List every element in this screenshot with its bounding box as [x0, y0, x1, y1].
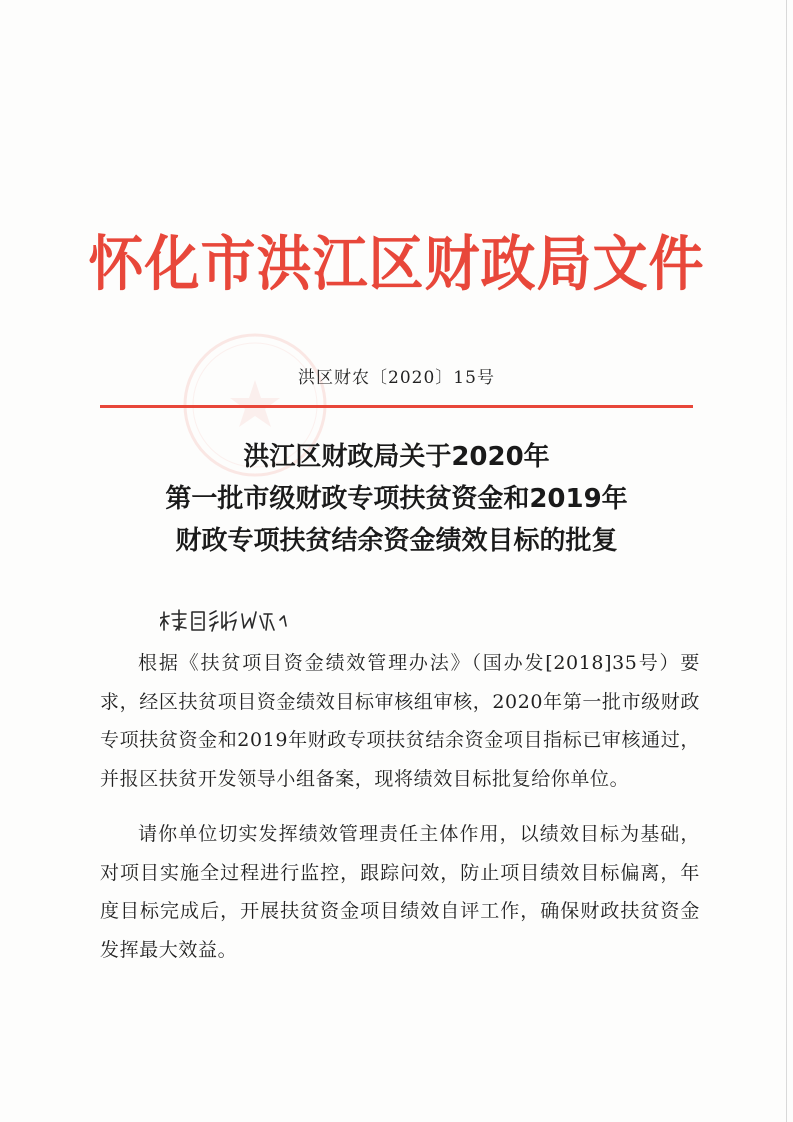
document-number: 洪区财农〔2020〕15号 [298, 368, 495, 388]
body-paragraph-2: 请你单位切实发挥绩效管理责任主体作用，以绩效目标为基础，对项目实施全过程进行监控，跟踪问效，防止项目绩效目标偏离，年度目标完成后，开展扶贫资金项目绩效自评工作，确保财政扶贫资金发挥最大效益。 [100, 823, 700, 961]
title-line-1: 洪江区财政局关于2020年 [243, 442, 550, 472]
red-divider-line [100, 405, 693, 408]
body-paragraph-1: 根据《扶贫项目资金绩效管理办法》（国办发[2018]35号）要求，经区扶贫项目资金绩效目标审核组审核，2020年第一批市级财政专项扶贫资金和2019年财政专项扶贫结余资金项目指标已审核通过，并报区扶贫开发领导小组备案，现将绩效目标批复给你单位。 [100, 652, 700, 790]
title-line-2: 第一批市级财政专项扶贫资金和2019年 [165, 484, 628, 514]
document-body [100, 644, 700, 986]
handwritten-salutation [160, 606, 320, 634]
title-line-3: 财政专项扶贫结余资金绩效目标的批复 [175, 526, 618, 556]
document-title [0, 436, 793, 562]
masthead-title: 怀化市洪江区财政局文件 [88, 229, 705, 299]
